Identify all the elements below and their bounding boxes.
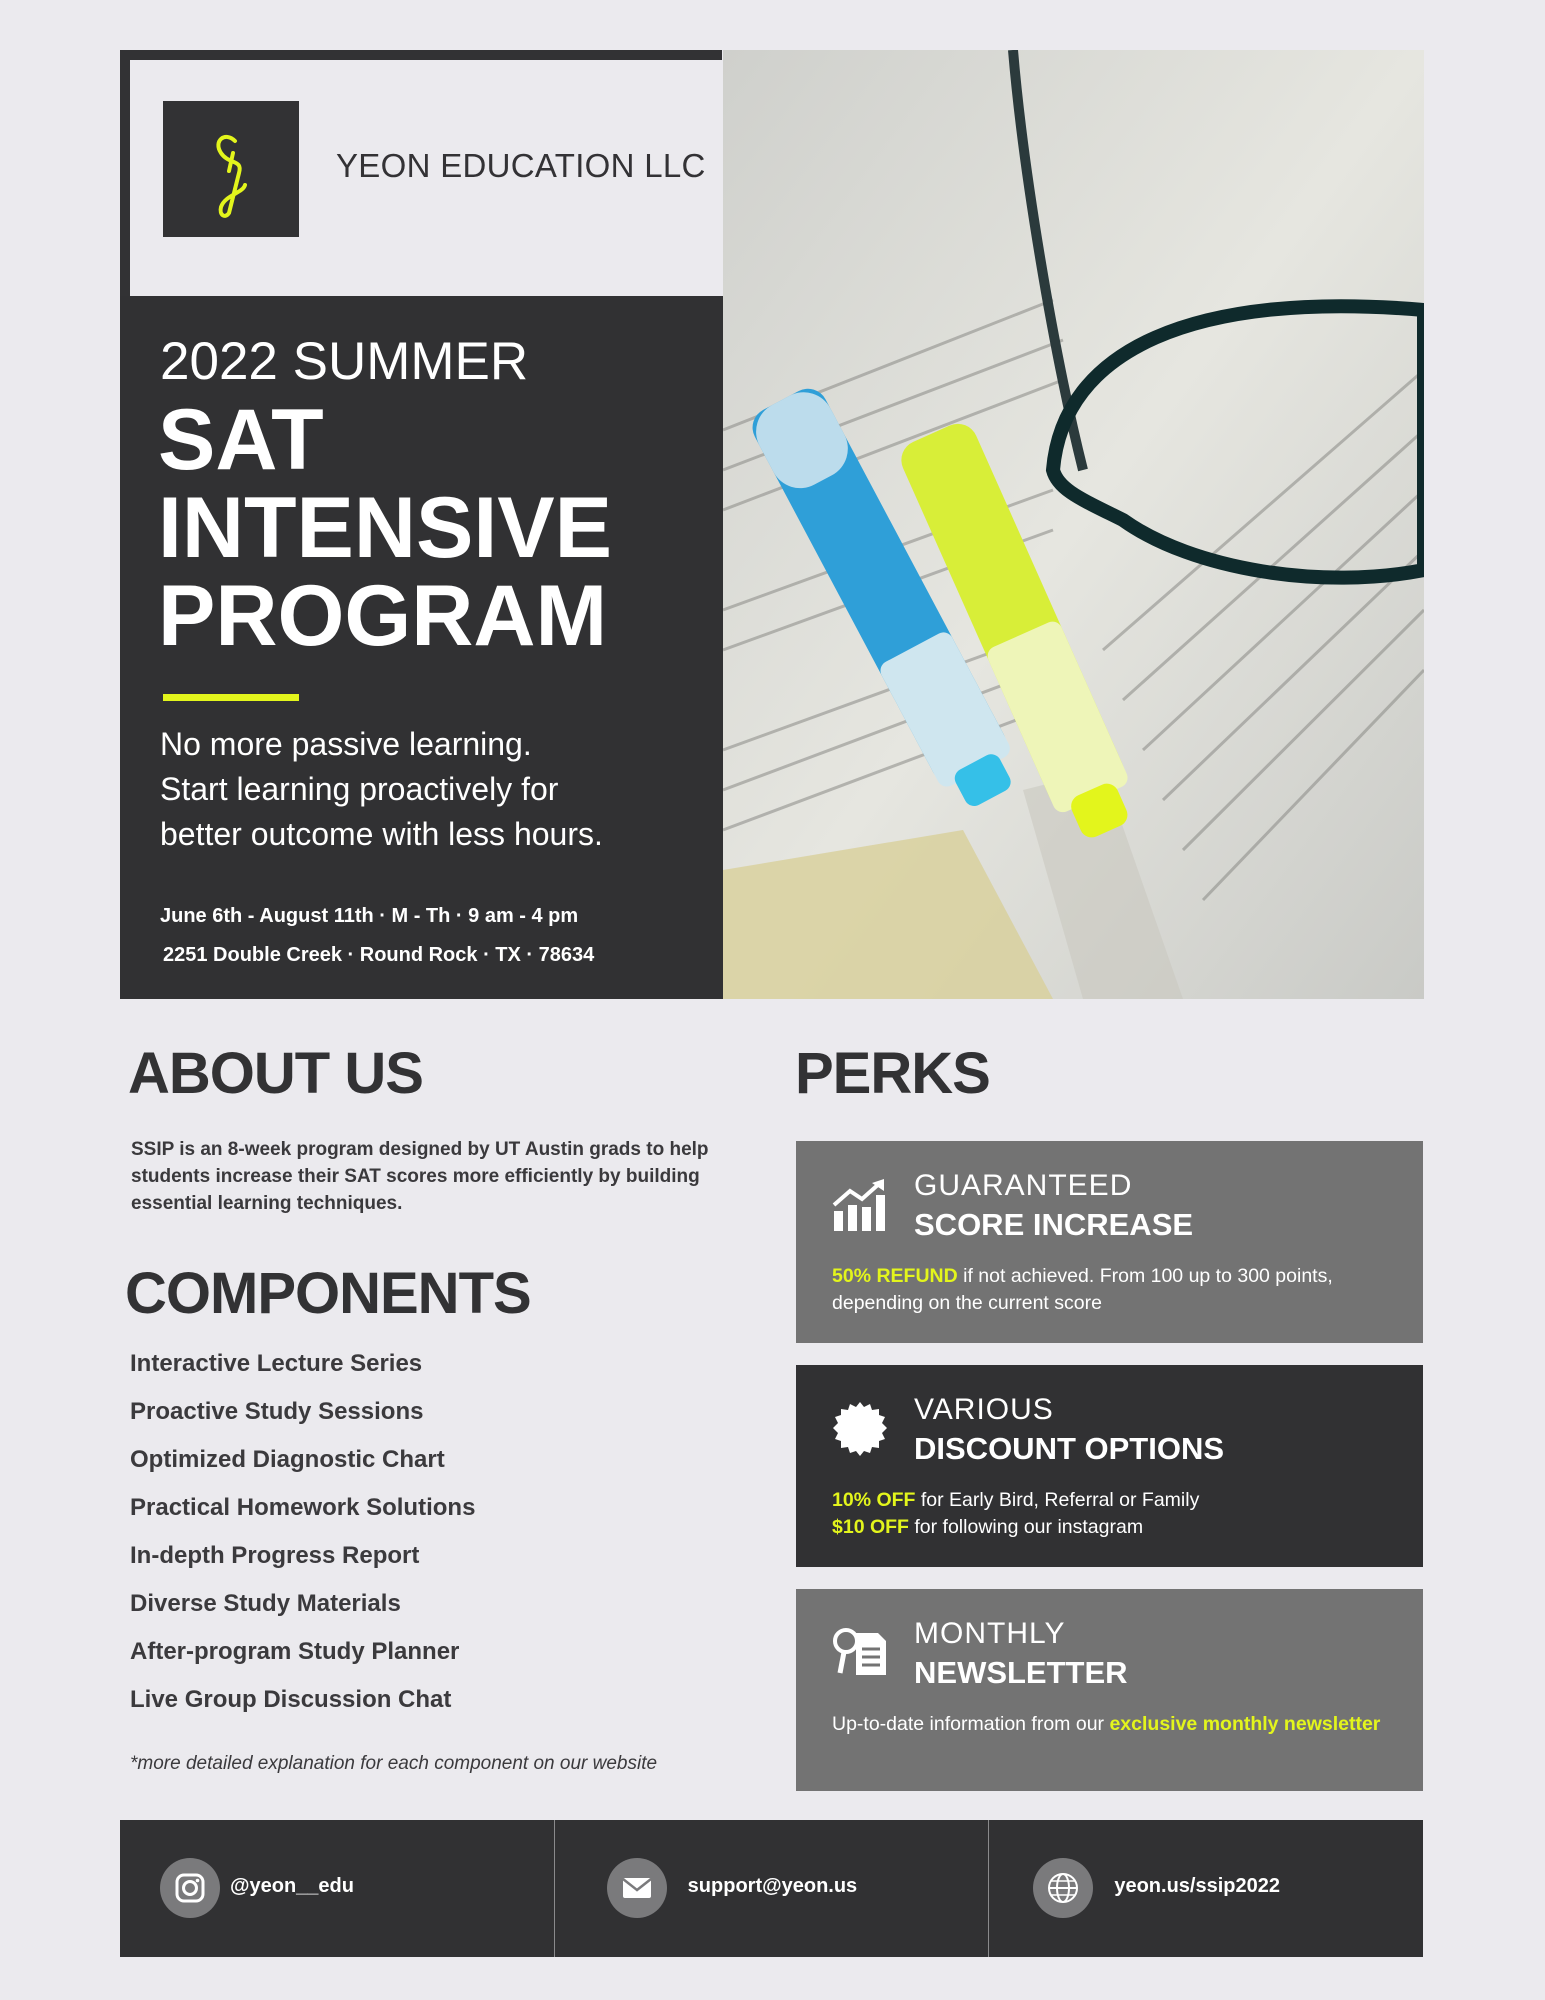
list-item: In-depth Progress Report <box>130 1542 420 1569</box>
brand-name: YEON EDUCATION LLC <box>336 147 706 184</box>
list-item: Diverse Study Materials <box>130 1590 401 1617</box>
about-text: SSIP is an 8-week program designed by UT Austin grads to help students increase their SAT scores more efficiently by building essential learning techniques. <box>131 1139 709 1214</box>
perk-text: for Early Bird, Referral or Family <box>915 1489 1200 1511</box>
hero-title-line: INTENSIVE <box>158 480 612 576</box>
perk-description <box>832 1711 1392 1738</box>
bar-chart-growth-icon <box>832 1177 888 1233</box>
contact-footer <box>120 1820 1423 1957</box>
email-link[interactable]: support@yeon.us <box>687 1875 858 1897</box>
newsletter-icon <box>832 1625 888 1681</box>
components-note: *more detailed explanation for each component on our website <box>130 1753 658 1774</box>
perk-title: NEWSLETTER <box>914 1655 1128 1690</box>
perk-highlight: 50% REFUND <box>832 1265 958 1287</box>
perk-card-discount <box>796 1365 1423 1567</box>
treble-s-logo-icon <box>163 101 299 237</box>
hero-title-line: PROGRAM <box>158 568 608 664</box>
perks-heading: PERKS <box>795 1041 990 1106</box>
mail-icon <box>607 1858 667 1918</box>
globe-icon <box>1033 1858 1093 1918</box>
instagram-handle[interactable]: @yeon__edu <box>230 1875 354 1897</box>
program-schedule: June 6th - August 11th · M - Th · 9 am - 4 pm <box>160 905 579 927</box>
footer-email[interactable] <box>555 1820 990 1957</box>
perk-highlight: 10% OFF <box>832 1489 916 1511</box>
perk-kicker: GUARANTEED <box>914 1169 1133 1202</box>
book-highlighter-glasses-image <box>723 50 1424 999</box>
instagram-icon <box>160 1858 220 1918</box>
hero-tagline <box>160 722 603 857</box>
hero-title <box>158 392 612 664</box>
website-link[interactable]: yeon.us/ssip2022 <box>1114 1875 1280 1897</box>
perk-highlight: exclusive monthly newsletter <box>1109 1713 1381 1735</box>
list-item: After-program Study Planner <box>130 1638 460 1665</box>
about-heading: ABOUT US <box>128 1041 423 1106</box>
perk-kicker: VARIOUS <box>914 1393 1054 1426</box>
perk-description <box>832 1487 1392 1541</box>
program-address: 2251 Double Creek · Round Rock · TX · 78634 <box>163 944 595 966</box>
components-heading: COMPONENTS <box>125 1261 531 1326</box>
accent-rule <box>163 694 299 701</box>
list-item: Interactive Lecture Series <box>130 1350 423 1377</box>
list-item: Proactive Study Sessions <box>130 1398 424 1425</box>
list-item: Practical Homework Solutions <box>130 1494 476 1521</box>
components-list <box>130 1340 475 1724</box>
tagline-line: No more passive learning. <box>160 726 532 762</box>
list-item: Optimized Diagnostic Chart <box>130 1446 445 1473</box>
perk-description <box>832 1263 1392 1317</box>
perk-title: DISCOUNT OPTIONS <box>914 1431 1225 1466</box>
perk-title: SCORE INCREASE <box>914 1207 1194 1242</box>
brand-logo <box>163 101 299 237</box>
list-item: Live Group Discussion Chat <box>130 1686 452 1713</box>
hero-title-line: SAT <box>158 392 324 488</box>
tagline-line: better outcome with less hours. <box>160 816 603 852</box>
hero-photo <box>723 50 1424 999</box>
footer-website[interactable] <box>989 1820 1423 1957</box>
perk-highlight: $10 OFF <box>832 1516 909 1538</box>
tagline-line: Start learning proactively for <box>160 771 559 807</box>
hero-subtitle: 2022 SUMMER <box>160 332 529 391</box>
perk-card-score <box>796 1141 1423 1343</box>
perk-kicker: MONTHLY <box>914 1617 1066 1650</box>
discount-badge-icon <box>832 1401 888 1457</box>
perk-text: Up-to-date information from our <box>832 1713 1110 1735</box>
perk-text: if not achieved. From 100 up to 300 points, depending on the current score <box>832 1265 1333 1314</box>
perk-card-newsletter <box>796 1589 1423 1791</box>
footer-instagram[interactable] <box>120 1820 555 1957</box>
perk-text: for following our instagram <box>908 1516 1144 1538</box>
